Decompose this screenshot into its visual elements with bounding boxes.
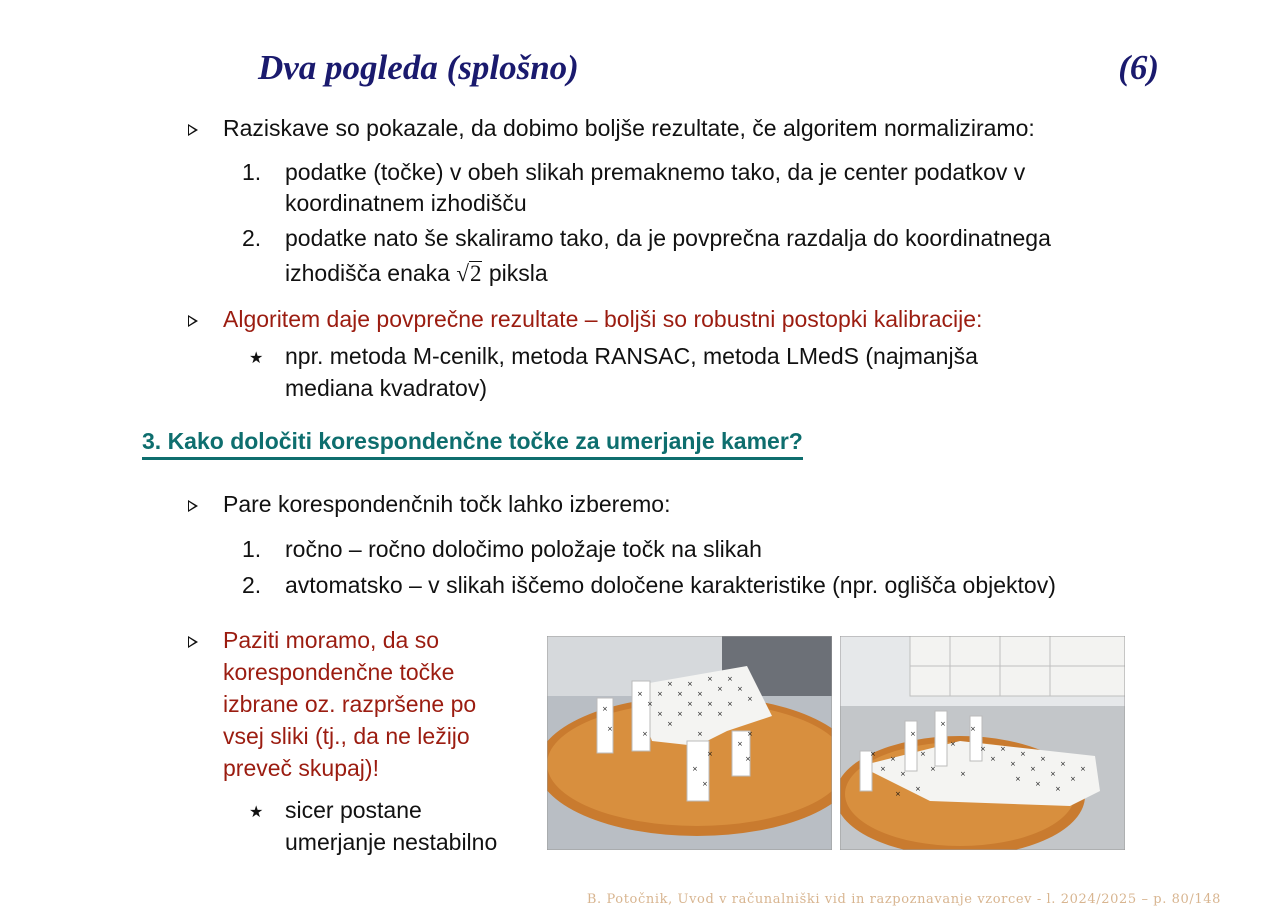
svg-text:×: × [727, 700, 733, 708]
sqrt-suffix: piksla [488, 260, 548, 286]
star-bullet-icon: ★ [249, 804, 264, 821]
svg-text:×: × [870, 750, 876, 758]
svg-text:×: × [657, 710, 663, 718]
sqrt-symbol: √ [456, 261, 469, 286]
bullet-warning-line: izbrane oz. razpršene po [223, 691, 477, 717]
list-item-text-sqrt [285, 257, 548, 290]
svg-text:×: × [880, 765, 886, 773]
svg-text:×: × [920, 750, 926, 758]
svg-text:×: × [990, 755, 996, 763]
bullet-warning-line: Paziti moramo, da so [223, 627, 440, 653]
list-number: 1. [242, 536, 262, 562]
svg-text:×: × [707, 750, 713, 758]
bullet-robust: Algoritem daje povprečne rezultate – boljši so robustni postopki kalibracije: [223, 306, 983, 332]
slide-number: (6) [1118, 48, 1159, 87]
svg-text:×: × [677, 690, 683, 698]
svg-text:×: × [940, 720, 946, 728]
svg-text:×: × [647, 700, 653, 708]
svg-text:×: × [1050, 770, 1056, 778]
list-item-text: avtomatsko – v slikah iščemo določene karakteristike (npr. oglišča objektov) [285, 572, 1056, 598]
sub-item-text: npr. metoda M-cenilk, metoda RANSAC, metoda LMedS (najmanjša [285, 343, 978, 369]
svg-text:×: × [727, 675, 733, 683]
list-number: 2. [242, 225, 262, 251]
bullet-warning-line: korespondenčne točke [223, 659, 455, 685]
svg-text:×: × [697, 710, 703, 718]
calibration-photo-right [840, 636, 1125, 850]
svg-text:×: × [747, 730, 753, 738]
svg-text:×: × [702, 780, 708, 788]
svg-text:×: × [1000, 745, 1006, 753]
sqrt-radicand: 2 [469, 261, 482, 286]
svg-text:×: × [602, 705, 608, 713]
svg-text:×: × [950, 740, 956, 748]
svg-text:×: × [900, 770, 906, 778]
svg-text:×: × [687, 700, 693, 708]
bullet-pairs: Pare korespondenčnih točk lahko izberemo: [223, 491, 671, 517]
list-number: 1. [242, 159, 262, 185]
section-heading: 3. Kako določiti korespondenčne točke za umerjanje kamer? [142, 428, 803, 460]
svg-text:×: × [642, 730, 648, 738]
svg-text:×: × [687, 680, 693, 688]
sub-item-text: sicer postane [285, 797, 422, 823]
svg-text:×: × [930, 765, 936, 773]
bullet-normalization: Raziskave so pokazale, da dobimo boljše rezultate, če algoritem normaliziramo: [223, 115, 1035, 141]
svg-text:×: × [677, 710, 683, 718]
svg-text:×: × [980, 745, 986, 753]
bullet-warning-line: vsej sliki (tj., da ne ležijo [223, 723, 470, 749]
svg-text:×: × [707, 700, 713, 708]
list-item-text: podatke (točke) v obeh slikah premaknemo tako, da je center podatkov v [285, 159, 1026, 185]
svg-text:×: × [707, 675, 713, 683]
svg-text:×: × [737, 740, 743, 748]
triangle-bullet-icon [188, 500, 198, 512]
svg-text:×: × [960, 770, 966, 778]
svg-text:×: × [1055, 785, 1061, 793]
sub-item-text: umerjanje nestabilno [285, 829, 498, 855]
svg-text:×: × [637, 690, 643, 698]
svg-text:×: × [895, 790, 901, 798]
svg-text:×: × [970, 725, 976, 733]
svg-text:×: × [692, 765, 698, 773]
svg-text:×: × [657, 690, 663, 698]
svg-text:×: × [910, 730, 916, 738]
sqrt-prefix: izhodišča enaka [285, 260, 450, 286]
list-item-text: ročno – ročno določimo položaje točk na slikah [285, 536, 762, 562]
svg-text:×: × [1060, 760, 1066, 768]
svg-text:×: × [1070, 775, 1076, 783]
svg-text:×: × [667, 720, 673, 728]
list-item-text: koordinatnem izhodišču [285, 190, 527, 216]
svg-text:×: × [747, 695, 753, 703]
triangle-bullet-icon [188, 636, 198, 648]
triangle-bullet-icon [188, 124, 198, 136]
star-bullet-icon: ★ [249, 350, 264, 367]
slide-footer: B. Potočnik, Uvod v računalniški vid in razpoznavanje vzorcev - l. 2024/2025 – p. 80/148 [586, 892, 1221, 907]
bullet-warning-line: preveč skupaj)! [223, 755, 379, 781]
svg-text:×: × [1030, 765, 1036, 773]
calibration-photo-left [547, 636, 832, 850]
svg-text:×: × [717, 710, 723, 718]
svg-text:×: × [1040, 755, 1046, 763]
svg-text:×: × [890, 755, 896, 763]
svg-text:×: × [697, 690, 703, 698]
sqrt-two [456, 261, 482, 286]
svg-text:×: × [915, 785, 921, 793]
svg-text:×: × [1015, 775, 1021, 783]
svg-text:×: × [737, 685, 743, 693]
svg-text:×: × [745, 755, 751, 763]
svg-text:×: × [667, 680, 673, 688]
svg-text:×: × [1020, 750, 1026, 758]
svg-text:×: × [1035, 780, 1041, 788]
svg-text:×: × [1080, 765, 1086, 773]
svg-text:×: × [717, 685, 723, 693]
list-item-text: podatke nato še skaliramo tako, da je povprečna razdalja do koordinatnega [285, 225, 1051, 251]
svg-text:×: × [1010, 760, 1016, 768]
svg-text:×: × [697, 730, 703, 738]
list-number: 2. [242, 572, 262, 598]
sub-item-text: mediana kvadratov) [285, 375, 487, 401]
triangle-bullet-icon [188, 315, 198, 327]
slide-title: Dva pogleda (splošno) [258, 48, 579, 87]
svg-text:×: × [607, 725, 613, 733]
